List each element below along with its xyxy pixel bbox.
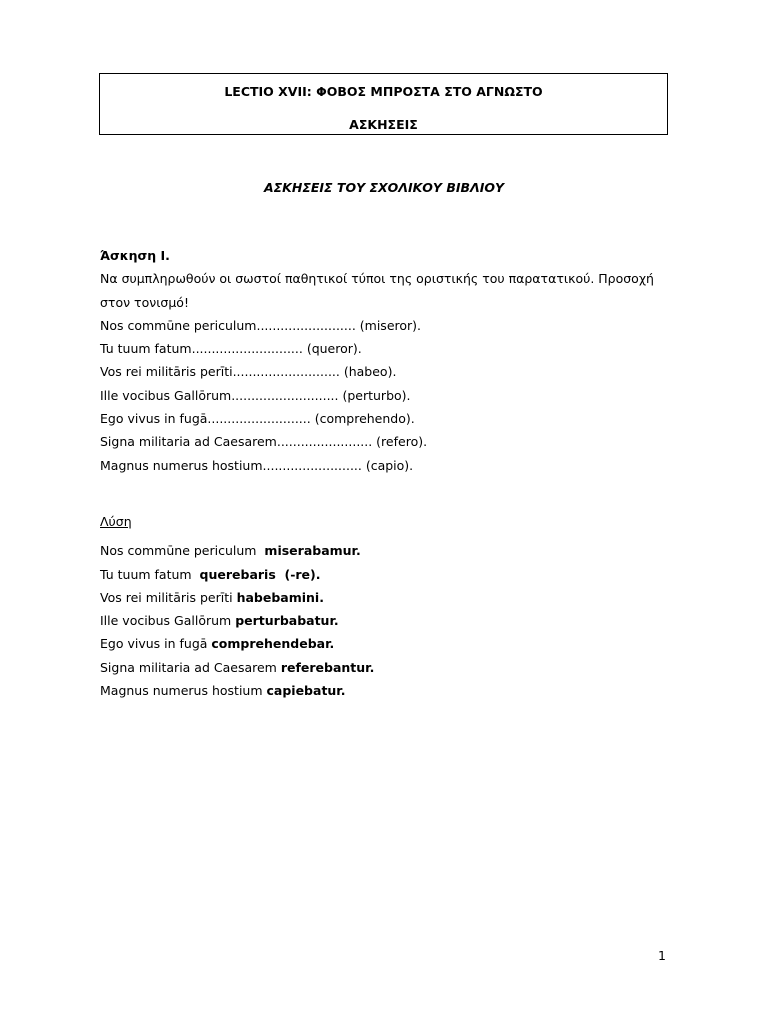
solution-answer: capiebatur.	[266, 683, 346, 699]
solution-prefix: Ego vivus in fugā	[100, 636, 212, 652]
solution-answer: miserabamur.	[264, 543, 361, 559]
exercise-heading: Άσκηση Ι.	[100, 248, 170, 263]
solution-item	[100, 609, 670, 632]
document-subtitle: ΑΣΚΗΣΕΙΣ	[349, 117, 418, 132]
exercise-item: Vos rei militāris perīti........................... (habeo).	[100, 364, 397, 380]
solution-prefix: Nos commūne periculum	[100, 543, 265, 559]
solution-answer: habebamini.	[236, 589, 324, 605]
solution-item	[100, 632, 670, 655]
spacer	[100, 477, 670, 510]
solution-prefix: Tu tuum fatum	[100, 566, 200, 582]
solution-item	[100, 586, 670, 609]
solution-prefix: Ille vocibus Gallōrum	[100, 613, 236, 629]
exercise-item: Magnus numerus hostium......................... (capio).	[100, 457, 414, 473]
solution-item	[100, 539, 670, 562]
exercise-item: Signa militaria ad Caesarem........................ (refero).	[100, 434, 428, 450]
exercise-instruction: Να συμπληρωθούν οι σωστοί παθητικοί τύποι της οριστικής του παρατατικού. Προσοχή στον τονισμό!	[100, 271, 654, 310]
exercise-item: Tu tuum fatum............................ (queror).	[100, 341, 362, 357]
document-title: LECTIO XVII: ΦΟΒΟΣ ΜΠΡΟΣΤΑ ΣΤΟ ΑΓΝΩΣΤΟ	[224, 84, 543, 99]
solution-item	[100, 563, 670, 586]
section-title: ΑΣΚΗΣΕΙΣ ΤΟΥ ΣΧΟΛΙΚΟΥ ΒΙΒΛΙΟΥ	[263, 180, 505, 195]
page-number: 1	[658, 948, 666, 963]
solution-heading: Λύση	[100, 513, 132, 529]
content	[100, 244, 670, 702]
solution-answer: querebaris (-re).	[199, 566, 321, 582]
solution-item	[100, 679, 670, 702]
solution-answer: comprehendebar.	[211, 636, 335, 652]
solution-prefix: Vos rei militāris perīti	[100, 589, 237, 605]
solution-answer: referebantur.	[280, 659, 375, 675]
solution-item	[100, 656, 670, 679]
solution-answer: perturbabatur.	[235, 613, 339, 629]
exercise-item: Nos commūne periculum......................... (miseror).	[100, 317, 422, 333]
exercise-item: Ille vocibus Gallōrum........................... (perturbo).	[100, 387, 411, 403]
title-box	[99, 73, 668, 135]
solution-prefix: Magnus numerus hostium	[100, 683, 267, 699]
solution-prefix: Signa militaria ad Caesarem	[100, 659, 281, 675]
exercise-item: Ego vivus in fugā.......................... (comprehendo).	[100, 411, 415, 427]
